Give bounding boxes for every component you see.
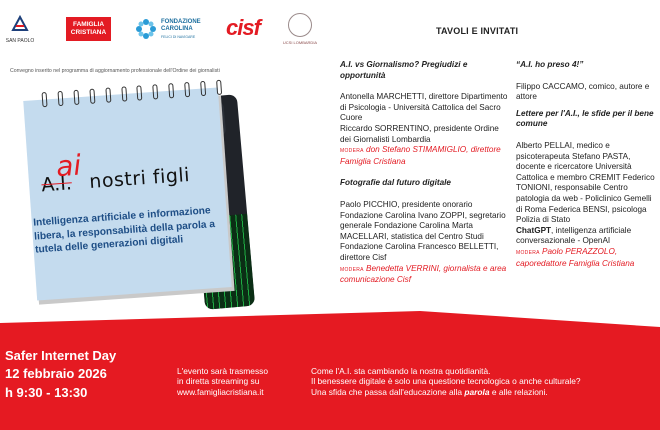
moderator: MODERA don Stefano STIMAMIGLIO, direttore Famiglia Cristiana	[340, 145, 501, 166]
cisf-logo: cisf	[226, 15, 260, 40]
tavoli-heading: TAVOLI E INVITATI	[436, 26, 519, 36]
fondazione-name: FONDAZIONE CAROLINA	[161, 19, 201, 32]
section-title: A.I. vs Giornalismo? Pregiudizi e opportunità	[340, 60, 468, 80]
event-name: Safer Internet Day	[5, 348, 117, 363]
guest-list: Alberto PELLAI, medico e psicoterapeuta Stefano PASTA, docente e ricercatore Università Cattolica e membro CREMIT Federico TONIONI, responsabile Centro patologia da web - Policlinico Gemelli di Roma Federica BENSI, psicologa Polizia di Stato	[516, 140, 655, 225]
ucsi-logo: UCSI LOMBARDIA	[276, 13, 324, 49]
guest-entry: Antonella MARCHETTI, direttore Dipartimento di Psicologia - Università Cattolica del Sacro Cuore	[340, 92, 508, 123]
san-paolo-text: SAN PAOLO	[5, 38, 35, 44]
moderator: MODERA Paolo PERAZZOLO, caporedattore Famiglia Cristiana	[516, 246, 635, 268]
san-paolo-mark-icon	[10, 14, 30, 34]
title-ai-red: ai	[55, 148, 83, 184]
moderator: MODERA Benedetta VERRINI, giornalista e area comunicazione Cisf	[340, 263, 507, 285]
section-title: Fotografie dal futuro digitale	[340, 178, 451, 188]
guest-entry: Filippo CACCAMO, comico, autore e attore	[516, 81, 650, 102]
streaming-link[interactable]: www.famigliacristiana.it	[177, 386, 264, 397]
flower-icon	[135, 18, 157, 40]
section-title: Lettere per l'A.I., le sfide per il bene comune	[516, 108, 654, 129]
guest-entry: Riccardo SORRENTINO, presidente Ordine dei Giornalisti Lombardia	[340, 123, 499, 144]
event-time: h 9:30 - 13:30	[5, 385, 88, 400]
title-nostri-figli: nostri figli	[88, 163, 191, 193]
san-paolo-logo	[2, 14, 38, 46]
section-title: “A.I. ho preso 4!”	[516, 60, 584, 69]
famiglia-cristiana-logo: FAMIGLIA CRISTIANA	[66, 17, 111, 41]
guest-list: Paolo PICCHIO, presidente onorario Fondazione Carolina Ivano ZOPPI, segretario generale Fondazione Carolina Marta MACELLARI, statistica del Centro Studi Fondazione Carolina Francesco BELLETTI, direttore Cisf	[340, 199, 506, 262]
ucsi-emblem-icon	[288, 13, 312, 37]
event-date: 12 febbraio 2026	[5, 366, 107, 381]
title-ai-struck: A.I.	[40, 172, 73, 197]
convegno-note: Convegno inserito nel programma di aggiornamento professionale dell'Ordine dei giornalisti	[10, 68, 220, 74]
streaming-info: L'evento sarà trasmesso in diretta streaming su www.famigliacristiana.it	[177, 366, 268, 397]
fondazione-sub: FELICI DI NAVIGARE	[161, 35, 196, 39]
event-questions: Come l'A.I. sta cambiando la nostra quotidianità. Il benessere digitale è solo una questione tecnologica o anche culturale? Una sfida che passa dall'educazione alla parola e alle relazioni.	[311, 366, 581, 397]
column-right	[516, 60, 660, 269]
fondazione-carolina-logo	[135, 17, 235, 45]
column-left	[340, 60, 508, 286]
poster-subtitle: Intelligenza artificiale e informazione libera, la responsabilità della parola a tutela delle generazioni digitali	[32, 205, 216, 256]
logo-bar	[0, 0, 330, 60]
guest-entry: ChatGPT, intelligenza artificiale conversazionale - OpenAI	[516, 225, 632, 246]
